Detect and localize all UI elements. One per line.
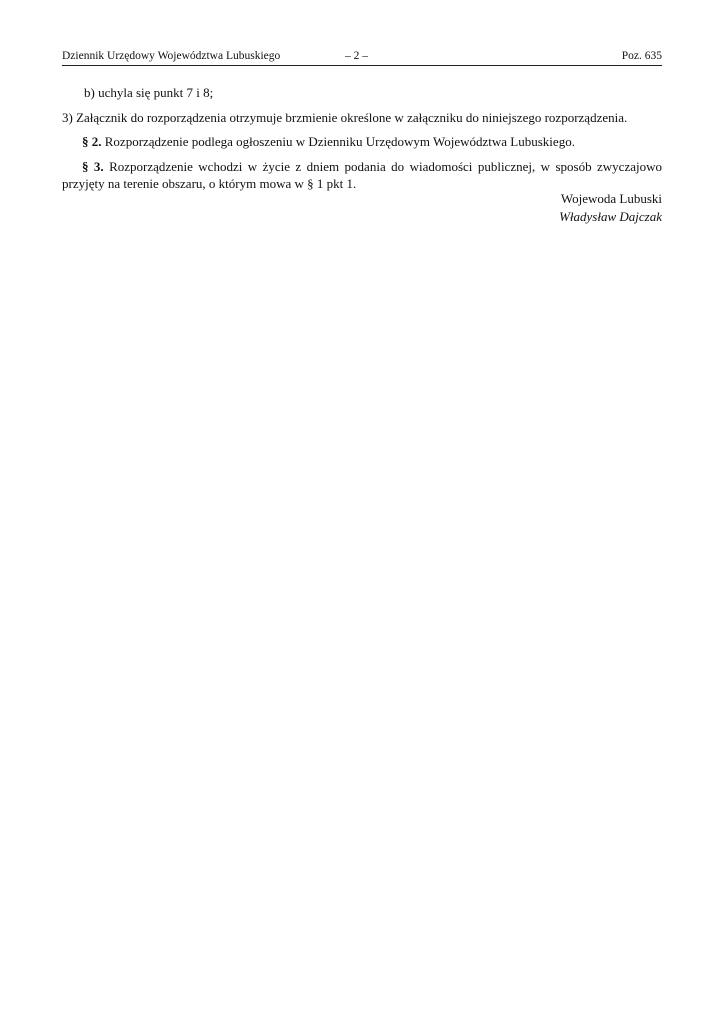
page-header — [62, 47, 662, 66]
journal-title: Dziennik Urzędowy Województwa Lubuskiego — [62, 50, 281, 62]
signatory-name: Władysław Dajczak — [559, 209, 662, 224]
paragraph-3-mark: § 3. — [82, 158, 104, 174]
page-number: – 2 – — [345, 50, 368, 62]
paragraph-2-mark: § 2. — [82, 134, 102, 149]
signature-block — [559, 190, 662, 226]
paragraph-3 — [62, 158, 662, 193]
position-number: Poz. 635 — [621, 50, 662, 62]
document-body — [62, 84, 662, 200]
paragraph-2-text: Rozporządzenie podlega ogłoszeniu w Dzienniku Urzędowym Województwa Lubuskiego. — [101, 134, 575, 149]
signatory-office: Wojewoda Lubuski — [560, 191, 662, 206]
paragraph-3-text: Rozporządzenie wchodzi w życie z dniem podania do wiadomości publicznej, w sposób zwyczajowo przyjęty na terenie obszaru, o którym mowa w § 1 pkt 1. — [62, 158, 662, 191]
list-item-b: b) uchyla się punkt 7 i 8; — [84, 85, 214, 100]
paragraph-2 — [62, 133, 662, 151]
list-item-3: 3) Załącznik do rozporządzenia otrzymuje brzmienie określone w załączniku do niniejszego rozporządzenia. — [62, 109, 628, 125]
